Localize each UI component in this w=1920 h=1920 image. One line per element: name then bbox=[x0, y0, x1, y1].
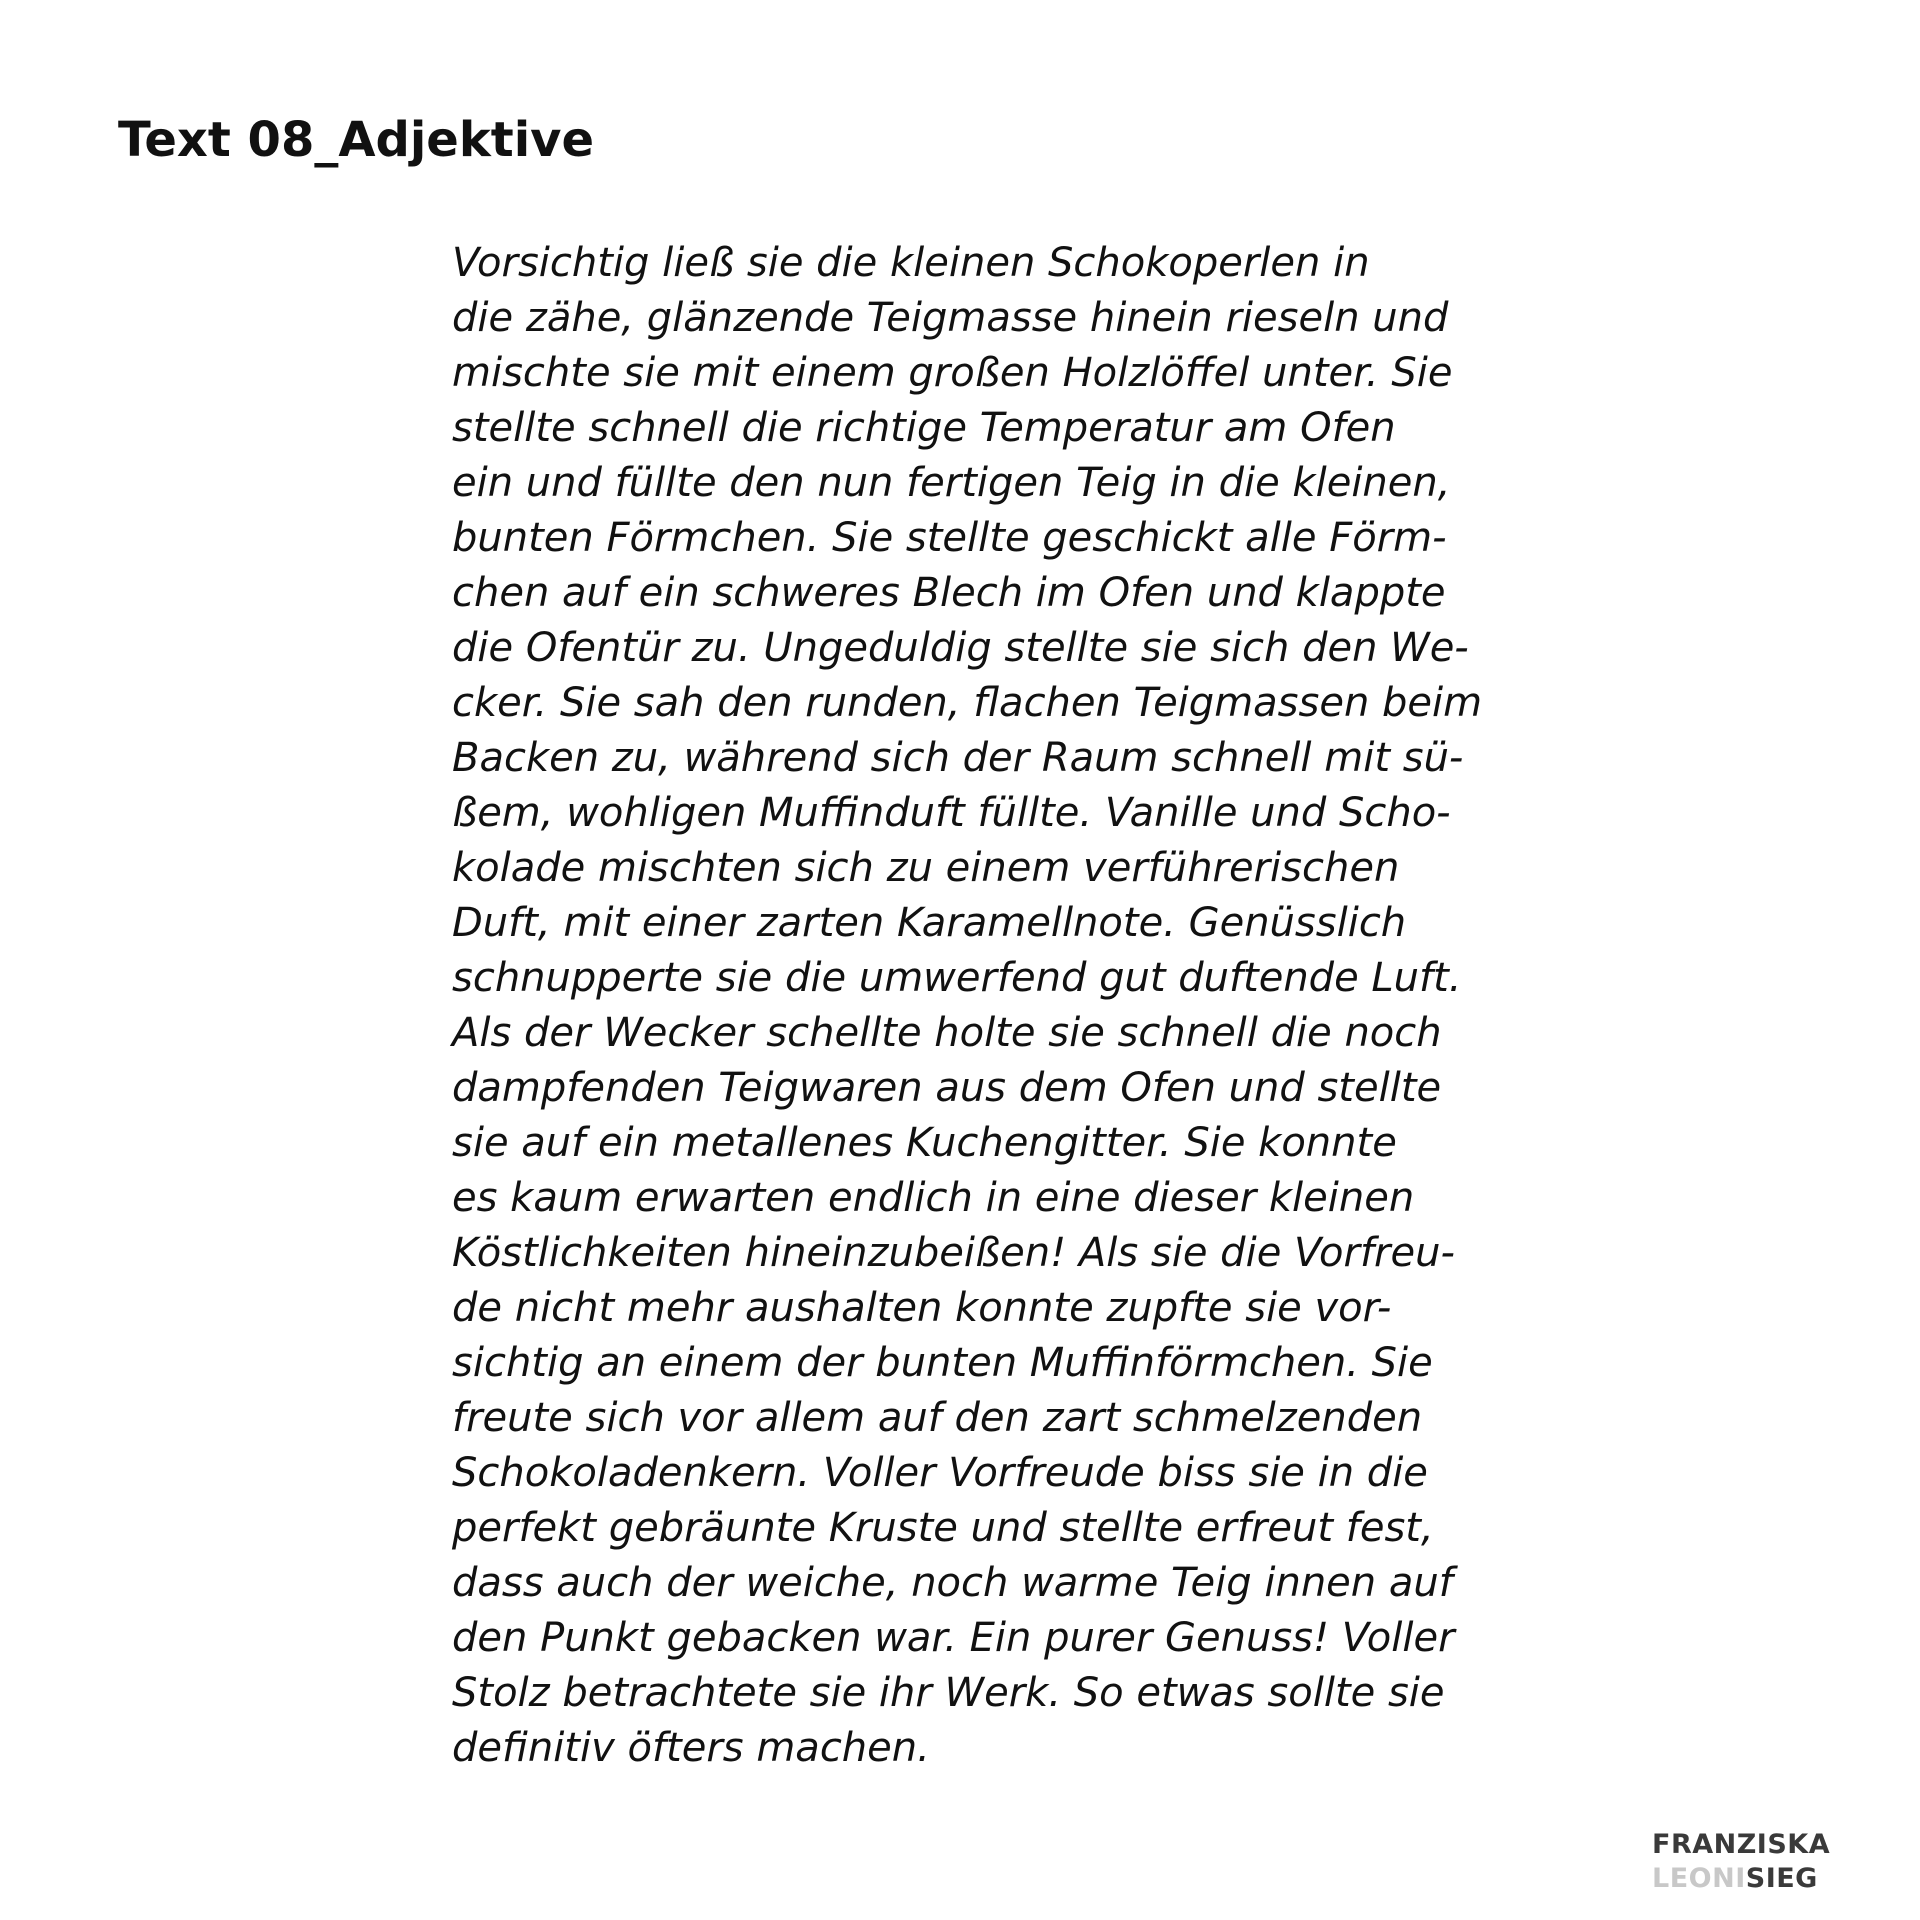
body-text-line: Stolz betrachtete sie ihr Werk. So etwas sollte sie bbox=[452, 1670, 1445, 1716]
body-text-line: die zähe, glänzende Teigmasse hinein rieseln und bbox=[452, 295, 1449, 341]
body-text-line: kolade mischten sich zu einem verführerischen bbox=[452, 845, 1400, 891]
body-text-line: Backen zu, während sich der Raum schnell mit sü- bbox=[452, 735, 1464, 781]
body-text-line: dass auch der weiche, noch warme Teig innen auf bbox=[452, 1560, 1453, 1606]
body-text-line: definitiv öfters machen. bbox=[452, 1725, 930, 1771]
logo-last-name: SIEG bbox=[1745, 1863, 1818, 1894]
body-text-line: cker. Sie sah den runden, flachen Teigmassen beim bbox=[452, 680, 1483, 726]
logo-first-name: FRANZISKA bbox=[1652, 1829, 1831, 1860]
body-text-line: chen auf ein schweres Blech im Ofen und klappte bbox=[452, 570, 1446, 616]
body-text-line: den Punkt gebacken war. Ein purer Genuss! Voller bbox=[452, 1615, 1455, 1661]
logo-middle-name: LEONI bbox=[1652, 1863, 1746, 1894]
body-text-line: Duft, mit einer zarten Karamellnote. Genüsslich bbox=[452, 900, 1407, 946]
body-text-line: sichtig an einem der bunten Muffinförmchen. Sie bbox=[452, 1340, 1433, 1386]
body-text-line: die Ofentür zu. Ungeduldig stellte sie sich den We- bbox=[452, 625, 1469, 671]
body-text-line: stellte schnell die richtige Temperatur am Ofen bbox=[452, 405, 1396, 451]
body-text-line: mischte sie mit einem großen Holzlöffel unter. Sie bbox=[452, 350, 1453, 396]
body-text-line: Schokoladenkern. Voller Vorfreude biss sie in die bbox=[452, 1450, 1428, 1496]
body-text-line: es kaum erwarten endlich in eine dieser kleinen bbox=[452, 1175, 1415, 1221]
body-text-line: bunten Förmchen. Sie stellte geschickt alle Förm- bbox=[452, 515, 1447, 561]
body-text-line: perfekt gebräunte Kruste und stellte erfreut fest, bbox=[452, 1505, 1434, 1551]
body-text-line: freute sich vor allem auf den zart schmelzenden bbox=[452, 1395, 1423, 1441]
body-text-line: de nicht mehr aushalten konnte zupfte sie vor- bbox=[452, 1285, 1392, 1331]
body-text-line: Vorsichtig ließ sie die kleinen Schokoperlen in bbox=[452, 240, 1370, 286]
author-logo bbox=[1652, 1828, 1830, 1896]
page-title: Text 08_Adjektive bbox=[118, 112, 595, 168]
body-text-line: ßem, wohligen Muffinduft füllte. Vanille und Scho- bbox=[452, 790, 1451, 836]
body-text-line: Als der Wecker schellte holte sie schnell die noch bbox=[452, 1010, 1442, 1056]
logo-second-line bbox=[1652, 1862, 1830, 1896]
body-text-line: Köstlichkeiten hineinzubeißen! Als sie die Vorfreu- bbox=[452, 1230, 1455, 1276]
body-text-line: schnupperte sie die umwerfend gut duftende Luft. bbox=[452, 955, 1462, 1001]
body-text-line: sie auf ein metallenes Kuchengitter. Sie konnte bbox=[452, 1120, 1397, 1166]
body-text bbox=[452, 236, 1562, 1776]
body-text-line: ein und füllte den nun fertigen Teig in die kleinen, bbox=[452, 460, 1451, 506]
body-text-line: dampfenden Teigwaren aus dem Ofen und stellte bbox=[452, 1065, 1442, 1111]
